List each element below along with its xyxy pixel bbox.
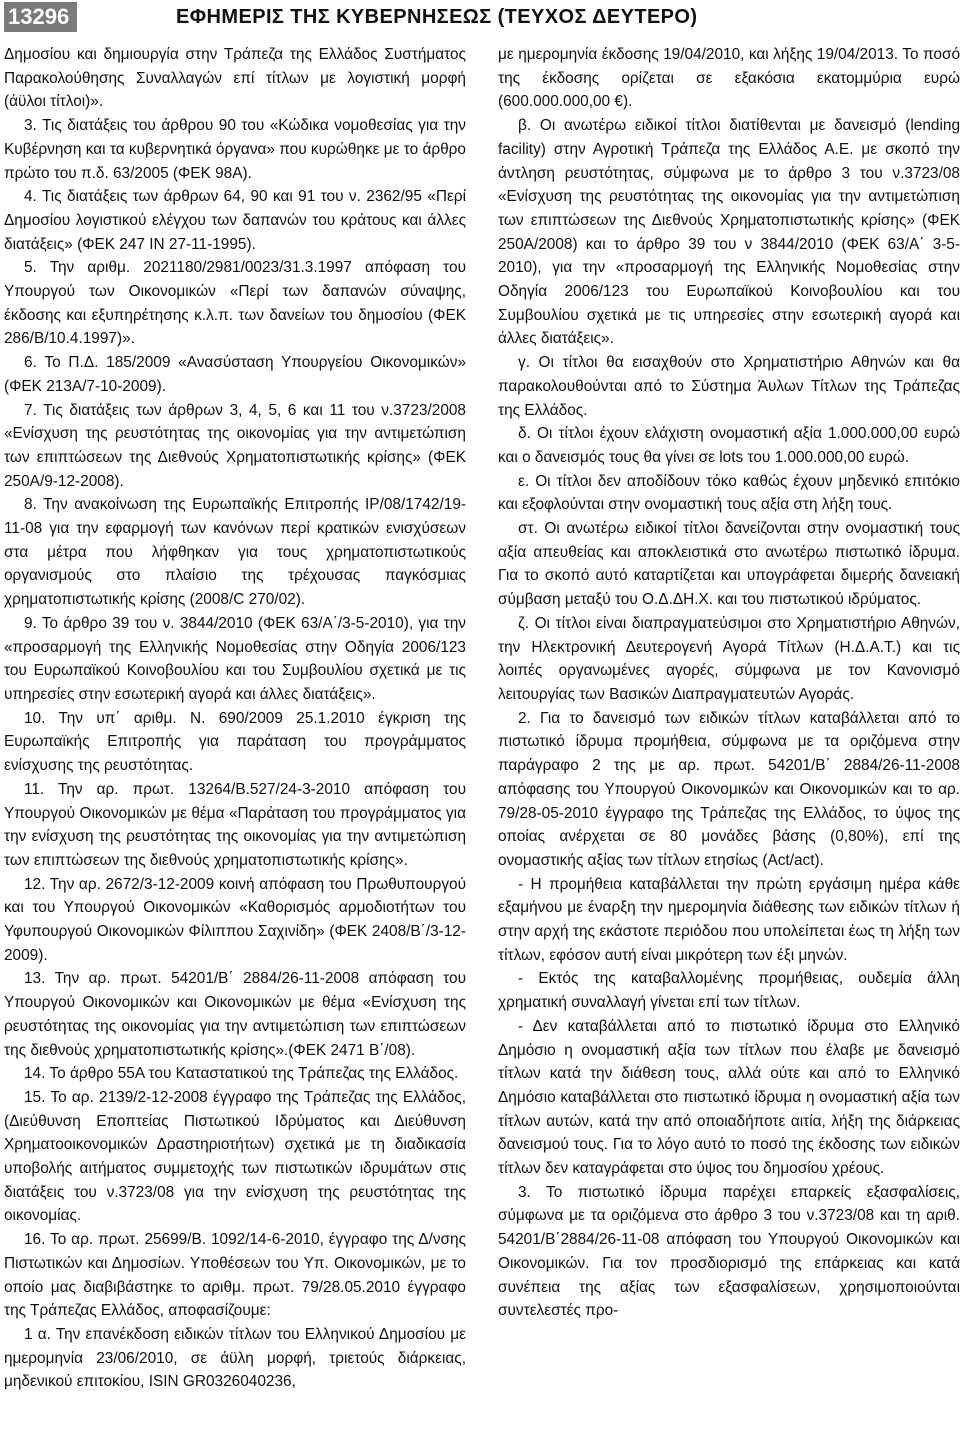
page-header	[0, 0, 960, 40]
paragraph: 10. Την υπ΄ αριθμ. Ν. 690/2009 25.1.2010 έγκριση της Ευρωπαϊκής Επιτροπής για παράταση του προγράμματος ενίσχυσης της ρευστότητας.	[4, 709, 466, 775]
left-column	[4, 43, 466, 1394]
paragraph: 3. Τις διατάξεις του άρθρου 90 του «Κώδικα νομοθεσίας για την Κυβέρνηση και τα κυβερνητικά όργανα» που κυρώθηκε με το άρθρο πρώτο του π.δ. 63/2005 (ΦΕΚ 98Α).	[4, 117, 466, 182]
paragraph: 2. Για το δανεισμό των ειδικών τίτλων καταβάλλεται από το πιστωτικό ίδρυμα προμήθεια, σύμφωνα με τα οριζόμενα στην παράγραφο 2 της με αρ. πρωτ. 54201/Β΄ 2884/26-11-2008 απόφασης του Υπουργού Οικονομικών και Οικονομικών και το αρ. 79/28-05-2010 έγγραφο της Τράπεζας της Ελλάδος, το ύψος της οποίας ανέρχεται σε 80 μονάδες βάσης (0,80%), επί της ονομαστικής αξίας των τίτλων ετησίως (Act/act).	[498, 709, 960, 869]
paragraph: 14. Το άρθρο 55Α του Καταστατικού της Τράπεζας της Ελλάδος.	[24, 1065, 459, 1083]
paragraph: 13. Την αρ. πρωτ. 54201/Β΄ 2884/26-11-2008 απόφαση του Υπουργού Οικονομικών και Οικονομικών με θέμα «Ενίσχυση της ρευστότητας της οικονομίας για την αντιμετώπιση των επιπτώσεων της διεθνούς χρηματοπιστωτικής κρίσης».(ΦΕΚ 2471 Β΄/08).	[4, 970, 466, 1059]
paragraph: - Εκτός της καταβαλλομένης προμήθειας, ουδεμία άλλη χρηματική συναλλαγή γίνεται επί των τίτλων.	[498, 970, 960, 1012]
paragraph: - Δεν καταβάλλεται από το πιστωτικό ίδρυμα στο Ελληνικό Δημόσιο η ονομαστική αξία των τίτλων που έλαβε με δανεισμό τίτλων κατά την διάθεση τους, αλλά ούτε και από το Ελληνικό Δημόσιο καταβάλλεται στο πιστωτικό ίδρυμα η ονομαστική αξία των τίτλων αυτών, κατά την από οποιαδήποτε αιτία, λήξη της διάρκειας δανεισμού τους. Για το λόγο αυτό το ποσό της έκδοσης των ειδικών τίτλων δεν καταγράφεται στο ύψος του δημοσίου χρέους.	[498, 1017, 960, 1178]
paragraph: ε. Οι τίτλοι δεν αποδίδουν τόκο καθώς έχουν μηδενικό επιτόκιο και εξοφλούνται στην ονομαστική τους αξία στη λήξη τους.	[498, 472, 960, 514]
paragraph: στ. Οι ανωτέρω ειδικοί τίτλοι δανείζονται στην ονομαστική τους αξία απευθείας και αποκλειστικά στο ανωτέρω πιστωτικό ίδρυμα. Για το σκοπό αυτό καταρτίζεται και υπογράφεται διμερής δανειακή σύμβαση μεταξύ του Ο.Δ.ΔΗ.Χ. και του πιστωτικού ιδρύματος.	[498, 520, 960, 609]
page-number: 13296	[4, 2, 77, 32]
paragraph: με ημερομηνία έκδοσης 19/04/2010, και λήξης 19/04/2013. Το ποσό της έκδοσης ορίζεται σε εξακόσια εκατομμύρια ευρώ (600.000.000,00 €).	[498, 46, 960, 111]
paragraph: 5. Την αριθμ. 2021180/2981/0023/31.3.1997 απόφαση του Υπουργού των Οικονομικών «Περί των δαπανών σύναψης, έκδοσης και εξυπηρέτησης κ.λ.π. των δανείων του δημοσίου (ΦΕΚ 286/Β/10.4.1997)».	[4, 259, 466, 348]
paragraph: 1 α. Την επανέκδοση ειδικών τίτλων του Ελληνικού Δημοσίου με ημερομηνία 23/06/2010, σε άϋλη μορφή, τριετούς διάρκειας, μηδενικού επιτοκίου, ISIN GR0326040236,	[4, 1325, 466, 1391]
paragraph: 6. Το Π.Δ. 185/2009 «Ανασύσταση Υπουργείου Οικονομικών» (ΦΕΚ 213Α/7-10-2009).	[4, 354, 466, 395]
paragraph: 11. Την αρ. πρωτ. 13264/Β.527/24-3-2010 απόφαση του Υπουργού Οικονομικών με θέμα «Παράταση του προγράμματος για την ενίσχυση της ρευστότητας της οικονομίας για την αντιμετώπιση των επιπτώσεων της διεθνούς χρηματοπιστωτικής κρίσης».	[4, 780, 466, 869]
paragraph: γ. Οι τίτλοι θα εισαχθούν στο Χρηματιστήριο Αθηνών και θα παρακολουθούνται από το Σύστημα Άυλων Τίτλων της Τράπεζας της Ελλάδος.	[498, 354, 960, 419]
paragraph: 8. Την ανακοίνωση της Ευρωπαϊκής Επιτροπής IP/08/1742/19-11-08 για την εφαρμογή των κανόνων περί κρατικών ενισχύσεων στα μέτρα που λήφθηκαν για τους χρηματοπιστωτικούς οργανισμούς στο πλαίσιο της τρέχουσας παγκόσμιας χρηματοπιστωτικής κρίσης (2008/C 270/02).	[4, 496, 466, 609]
paragraph: δ. Οι τίτλοι έχουν ελάχιστη ονομαστική αξία 1.000.000,00 ευρώ και ο δανεισμός τους θα γίνει σε lots του 1.000.000,00 ευρώ.	[498, 425, 960, 466]
paragraph: 15. Το αρ. 2139/2-12-2008 έγγραφο της Τράπεζας της Ελλάδος, (Διεύθυνση Εποπτείας Πιστωτικού Ιδρύματος και Διεύθυνση Χρηματοοικονομικών Δραστηριοτήτων) σχετικά με τη διαδικασία υποβολής αιτήματος συμμετοχής των πιστωτικών ιδρυμάτων στις διατάξεις του ν.3723/08 για την ενίσχυση της ρευστότητας της οικονομίας.	[4, 1088, 466, 1225]
paragraph: 3. Το πιστωτικό ίδρυμα παρέχει επαρκείς εξασφαλίσεις, σύμφωνα με τα οριζόμενα στο άρθρο 3 του ν.3723/08 και τη αριθ. 54201/Β΄2884/26-11-08 απόφαση του Υπουργού Οικονομικών και Οικονομικών. Για τον προσδιορισμό της επάρκειας και κατά συνέπεια της αξίας των εξασφαλίσεων, χρησιμοποιούνται συντελεστές προ-	[498, 1183, 960, 1320]
gazette-title: ΕΦΗΜΕΡΙΣ ΤΗΣ ΚΥΒΕΡΝΗΣΕΩΣ (ΤΕΥΧΟΣ ΔΕΥΤΕΡΟ)	[176, 6, 698, 28]
paragraph: - Η προμήθεια καταβάλλεται την πρώτη εργάσιμη ημέρα κάθε εξαμήνου με έναρξη την ημερομηνία διάθεσης των ειδικών τίτλων ή στην αρχή της εκάστοτε περιόδου που υπολείπεται έως τη λήξη των τίτλων, εφόσον αυτή είναι μικρότερη των έξι μηνών.	[498, 875, 960, 964]
paragraph: 7. Τις διατάξεις των άρθρων 3, 4, 5, 6 και 11 του ν.3723/2008 «Ενίσχυση της ρευστότητας της οικονομίας για την αντιμετώπιση των επιπτώσεων της Διεθνούς Χρηματοπιστωτικής κρίσης» (ΦΕΚ 250Α/9-12-2008).	[4, 401, 466, 490]
right-column	[498, 43, 960, 1323]
paragraph: Δημοσίου και δημιουργία στην Τράπεζα της Ελλάδος Συστήματος Παρακολούθησης Συναλλαγών επί τίτλων με λογιστική μορφή (άϋλοι τίτλοι)».	[4, 46, 466, 111]
paragraph: 4. Τις διατάξεις των άρθρων 64, 90 και 91 του ν. 2362/95 «Περί Δημοσίου λογιστικού ελέγχου των δαπανών του κράτους και άλλες διατάξεις» (ΦΕΚ 247 ΙΝ 27-11-1995).	[4, 188, 466, 253]
paragraph: 16. Το αρ. πρωτ. 25699/Β. 1092/14-6-2010, έγγραφο της Δ/νσης Πιστωτικών και Δημοσίων. Υποθέσεων του Υπ. Οικονομικών, με το οποίο μας διαβιβάστηκε το αριθμ. πρωτ. 79/28.05.2010 έγγραφο της Τράπεζας Ελλάδος, αποφασίζουμε:	[4, 1231, 466, 1320]
paragraph: β. Οι ανωτέρω ειδικοί τίτλοι διατίθενται με δανεισμό (lending facility) στην Αγροτική Τράπεζα της Ελλάδος Α.Ε. με σκοπό την άντληση ρευστότητας, σύμφωνα με το άρθρο 3 του ν.3723/08 «Ενίσχυση της ρευστότητας της οικονομίας για την αντιμετώπιση των επιπτώσεων της Διεθνούς Χρηματοπιστωτικής κρίσης» (ΦΕΚ 250Α/2008) και το άρθρο 39 του ν 3844/2010 (ΦΕΚ 63/Α΄ 3-5-2010), για την «προσαρμογή της Ελληνικής Νομοθεσίας στην Οδηγία 2006/123 του Ευρωπαϊκού Κοινοβουλίου και του Συμβουλίου σχετικά με τις υπηρεσίες στην εσωτερική αγορά και άλλες διατάξεις».	[498, 117, 960, 348]
paragraph: 9. Το άρθρο 39 του ν. 3844/2010 (ΦΕΚ 63/Α΄/3-5-2010), για την «προσαρμογή της Ελληνικής Νομοθεσίας στην Οδηγία 2006/123 του Ευρωπαϊκού Κοινοβουλίου και του Συμβουλίου σχετικά με τις υπηρεσίες στην εσωτερική αγορά και άλλες διατάξεις».	[4, 614, 466, 703]
paragraph: 12. Την αρ. 2672/3-12-2009 κοινή απόφαση του Πρωθυπουργού και του Υπουργού Οικονομικών «Καθορισμός αρμοδιοτήτων του Υφυπουργού Οικονομικών Φίλιππου Σαχινίδη» (ΦΕΚ 2408/Β΄/3-12-2009).	[4, 875, 466, 964]
paragraph: ζ. Οι τίτλοι είναι διαπραγματεύσιμοι στο Χρηματιστήριο Αθηνών, την Ηλεκτρονική Δευτερογενή Αγορά Τίτλων (Η.Δ.Α.Τ.) και τις λοιπές οργανωμένες αγορές, σύμφωνα με τον Κανονισμό λειτουργίας των Βασικών Διαπραγματευτών Αγοράς.	[498, 614, 960, 703]
